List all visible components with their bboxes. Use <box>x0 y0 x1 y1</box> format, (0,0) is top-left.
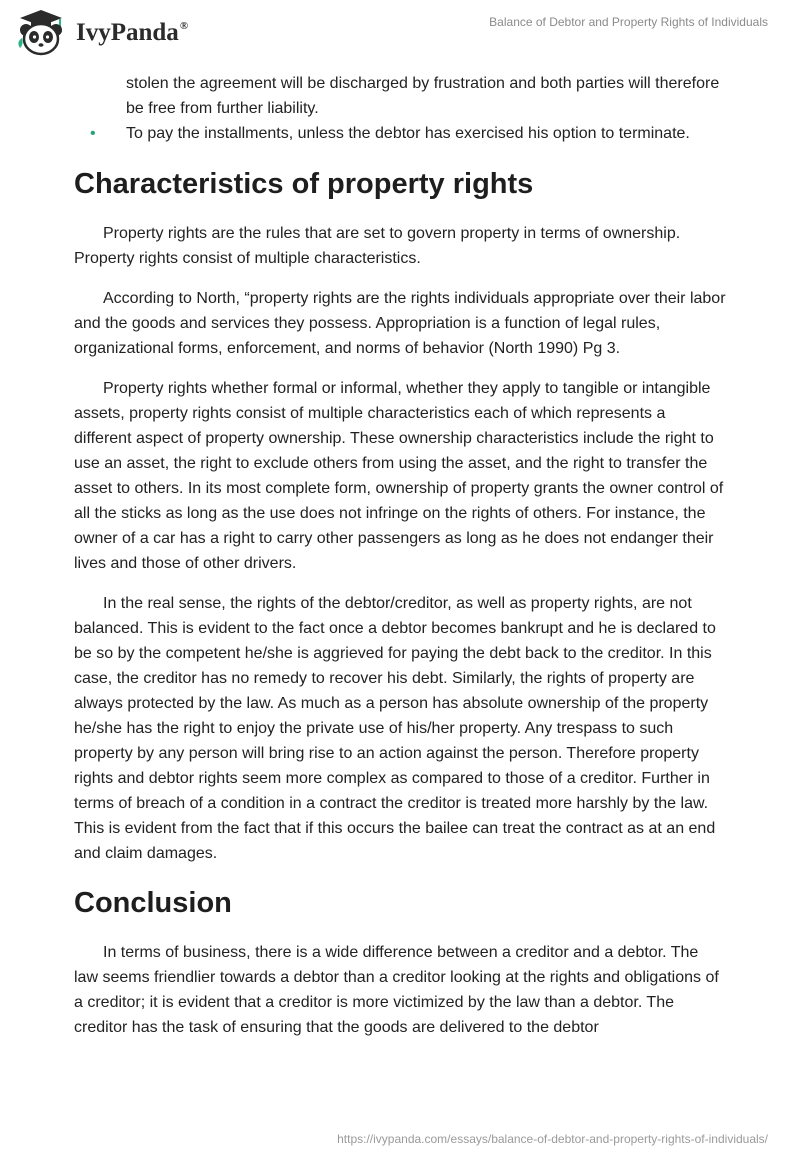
document-title: Balance of Debtor and Property Rights of Individuals <box>489 15 768 29</box>
bullet-list <box>74 71 726 146</box>
paragraph: Property rights are the rules that are set to govern property in terms of ownership. Property rights consist of multiple characteristics. <box>74 225 681 267</box>
source-url[interactable]: https://ivypanda.com/essays/balance-of-debtor-and-property-rights-of-individuals/ <box>337 1132 768 1146</box>
paragraph: In the real sense, the rights of the debtor/creditor, as well as property rights, are not balanced. This is evident to the fact once a debtor becomes bankrupt and he is declared to be so by the competent he/she is aggrieved for paying the debt back to the creditor. In this case, the creditor has no remedy to recover his debt. Similarly, the rights of property are always protected by the law. As much as a person has absolute ownership of the property he/she has the right to enjoy the private use of his/her property. Any trespass to such property by any person will bring rise to an action against the person. Therefore property rights and debtor rights seem more complex as compared to those of a creditor. Further in terms of breach of a condition in a contract the creditor is treated more harshly by the law. This is evident from the fact that if this occurs the bailee can treat the contract as at an end and claim damages. <box>74 595 716 862</box>
list-item-text: To pay the installments, unless the debtor has exercised his option to terminate. <box>126 125 690 142</box>
ivypanda-logo[interactable] <box>14 8 188 56</box>
article-body <box>74 71 726 1040</box>
section-heading-conclusion: Conclusion <box>74 887 232 919</box>
list-item-continuation: stolen the agreement will be discharged by frustration and both parties will therefore be free from further liability. <box>126 75 720 117</box>
paragraph: Property rights whether formal or informal, whether they apply to tangible or intangible assets, property rights consist of multiple characteristics each of which represents a different aspect of property ownership. These ownership characteristics include the right to use an asset, the right to exclude others from using the asset, and the right to transfer the asset to others. In its most complete form, ownership of property grants the owner control of all the sticks as long as the use does not infringe on the rights of others. For instance, the owner of a car has a right to carry other passengers as long as he does not endanger their lives and those of other drivers. <box>74 380 724 572</box>
paragraph: According to North, “property rights are the rights individuals appropriate over their labor and the goods and services they possess. Appropriation is a function of legal rules, organizational forms, enforcement, and norms of behavior (North 1990) Pg 3. <box>74 290 726 357</box>
brand-name: IvyPanda® <box>76 19 189 46</box>
list-item <box>74 121 726 146</box>
paragraph: In terms of business, there is a wide difference between a creditor and a debtor. The law seems friendlier towards a debtor than a creditor looking at the rights and obligations of a creditor; it is evident that a creditor is more victimized by the law than a debtor. The creditor has the task of ensuring that the goods are delivered to the debtor <box>74 944 719 1036</box>
page-header <box>0 0 800 70</box>
section-heading-property-rights: Characteristics of property rights <box>74 168 534 200</box>
bullet-dot-icon: • <box>90 125 96 142</box>
panda-graduate-icon <box>14 8 68 56</box>
